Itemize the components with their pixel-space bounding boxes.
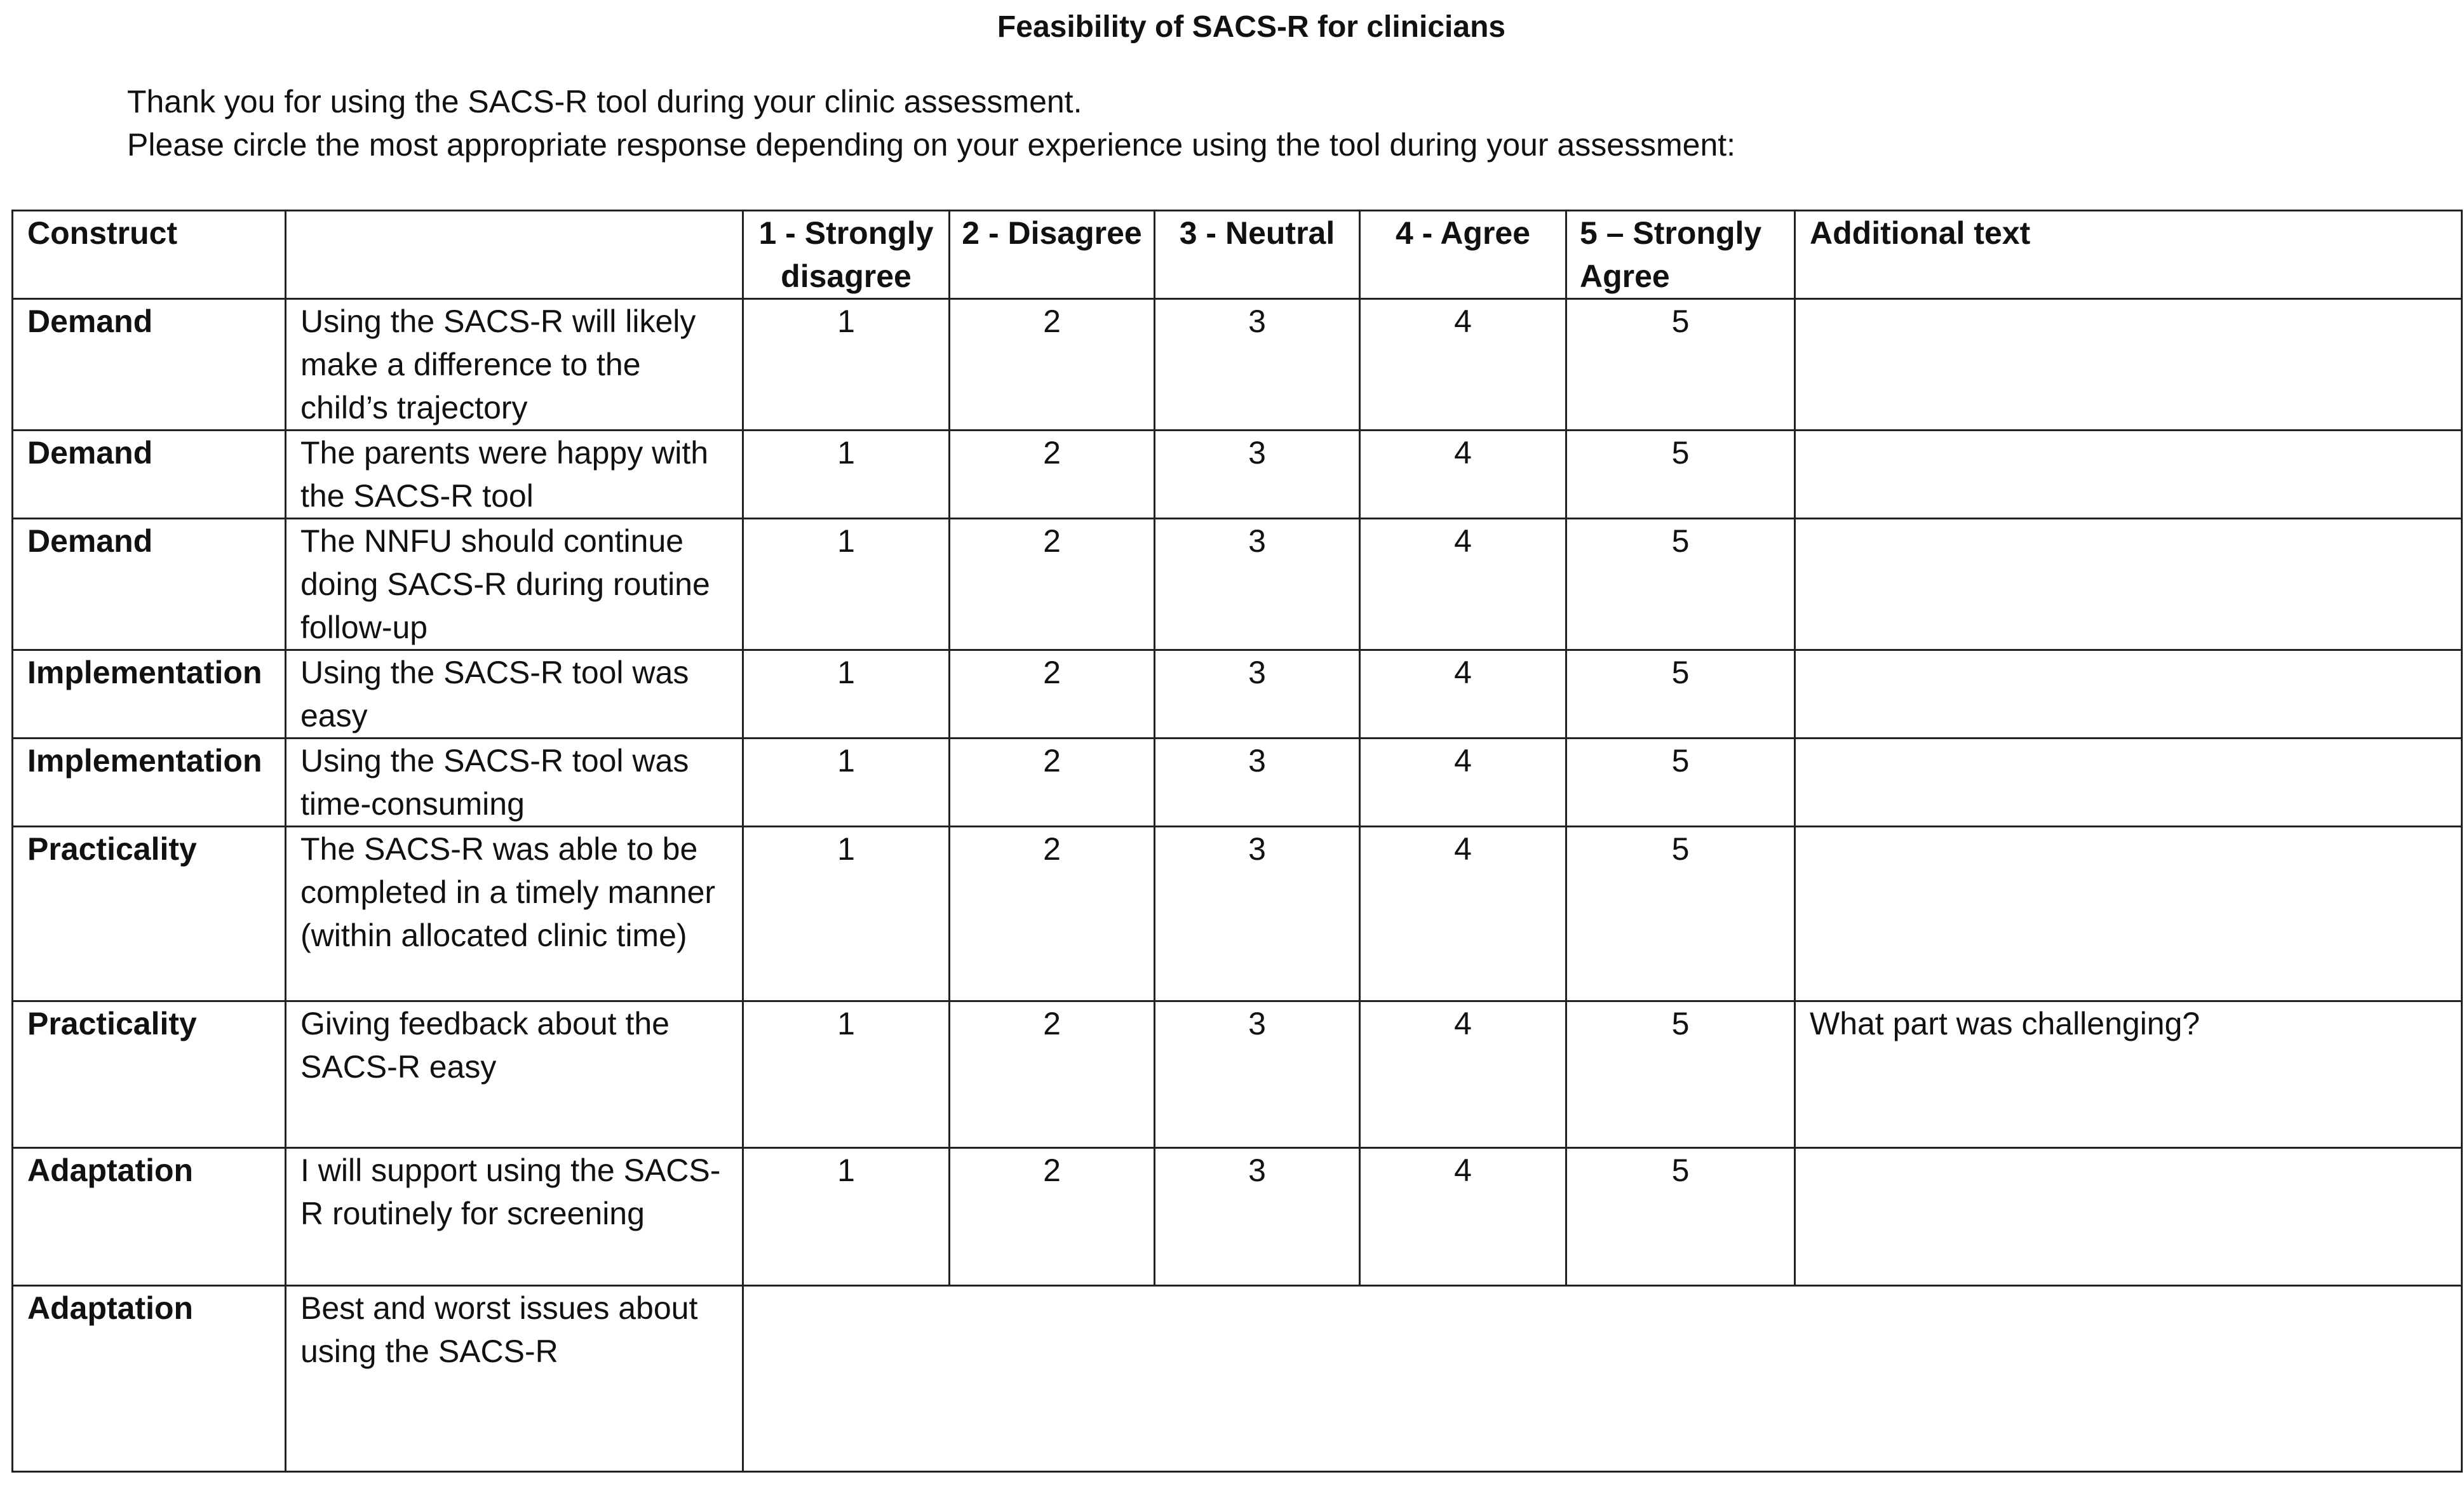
construct-cell: Adaptation	[13, 1148, 286, 1286]
table-row	[13, 299, 2462, 431]
score-option-3[interactable]: 3	[1155, 299, 1360, 431]
score-option-4[interactable]: 4	[1360, 827, 1566, 1001]
table-row	[13, 431, 2462, 519]
score-option-4[interactable]: 4	[1360, 1001, 1566, 1148]
score-option-2[interactable]: 2	[950, 650, 1155, 739]
score-option-4[interactable]: 4	[1360, 431, 1566, 519]
feasibility-table	[11, 210, 2463, 1473]
additional-text-cell[interactable]	[1795, 827, 2462, 1001]
statement-cell: Using the SACS-R tool was time-consuming	[286, 739, 743, 827]
score-option-3[interactable]: 3	[1155, 519, 1360, 650]
instruction-line-2: Please circle the most appropriate response depending on your experience using the tool during your assessment:	[127, 127, 1736, 163]
statement-cell: Best and worst issues about using the SACS-R	[286, 1286, 743, 1472]
score-option-1[interactable]: 1	[743, 431, 950, 519]
score-option-2[interactable]: 2	[950, 519, 1155, 650]
score-option-5[interactable]: 5	[1566, 1148, 1795, 1286]
statement-cell: The NNFU should continue doing SACS-R during routine follow-up	[286, 519, 743, 650]
score-option-5[interactable]: 5	[1566, 431, 1795, 519]
table-row	[13, 1286, 2462, 1472]
header-agree: 4 - Agree	[1360, 211, 1566, 299]
score-option-5[interactable]: 5	[1566, 299, 1795, 431]
score-option-4[interactable]: 4	[1360, 1148, 1566, 1286]
score-option-1[interactable]: 1	[743, 299, 950, 431]
score-option-2[interactable]: 2	[950, 1148, 1155, 1286]
construct-cell: Implementation	[13, 650, 286, 739]
score-option-3[interactable]: 3	[1155, 650, 1360, 739]
score-option-1[interactable]: 1	[743, 519, 950, 650]
score-option-3[interactable]: 3	[1155, 1148, 1360, 1286]
score-option-5[interactable]: 5	[1566, 827, 1795, 1001]
additional-text-cell[interactable]	[1795, 1148, 2462, 1286]
score-option-3[interactable]: 3	[1155, 827, 1360, 1001]
statement-cell: The SACS-R was able to be completed in a timely manner (within allocated clinic time)	[286, 827, 743, 1001]
score-option-2[interactable]: 2	[950, 431, 1155, 519]
open-response-cell[interactable]	[743, 1286, 2462, 1472]
score-option-4[interactable]: 4	[1360, 299, 1566, 431]
score-option-5[interactable]: 5	[1566, 1001, 1795, 1148]
construct-cell: Demand	[13, 431, 286, 519]
additional-text-cell[interactable]	[1795, 299, 2462, 431]
header-row	[13, 211, 2462, 299]
score-option-2[interactable]: 2	[950, 827, 1155, 1001]
table-row	[13, 739, 2462, 827]
header-strongly-agree: 5 – Strongly Agree	[1566, 211, 1795, 299]
instructions	[127, 80, 1735, 166]
header-statement	[286, 211, 743, 299]
score-option-1[interactable]: 1	[743, 650, 950, 739]
additional-text-cell[interactable]	[1795, 431, 2462, 519]
statement-cell: The parents were happy with the SACS-R tool	[286, 431, 743, 519]
score-option-5[interactable]: 5	[1566, 739, 1795, 827]
table-row	[13, 650, 2462, 739]
header-strongly-disagree: 1 - Strongly disagree	[743, 211, 950, 299]
construct-cell: Practicality	[13, 1001, 286, 1148]
document-title: Feasibility of SACS-R for clinicians	[997, 10, 1506, 44]
statement-cell: Giving feedback about the SACS-R easy	[286, 1001, 743, 1148]
score-option-4[interactable]: 4	[1360, 650, 1566, 739]
construct-cell: Practicality	[13, 827, 286, 1001]
table-row	[13, 827, 2462, 1001]
score-option-1[interactable]: 1	[743, 739, 950, 827]
score-option-4[interactable]: 4	[1360, 519, 1566, 650]
construct-cell: Demand	[13, 519, 286, 650]
score-option-1[interactable]: 1	[743, 827, 950, 1001]
table-row	[13, 519, 2462, 650]
header-neutral: 3 - Neutral	[1155, 211, 1360, 299]
score-option-2[interactable]: 2	[950, 1001, 1155, 1148]
additional-text-cell[interactable]: What part was challenging?	[1795, 1001, 2462, 1148]
statement-cell: Using the SACS-R will likely make a difference to the child’s trajectory	[286, 299, 743, 431]
header-disagree: 2 - Disagree	[950, 211, 1155, 299]
score-option-5[interactable]: 5	[1566, 519, 1795, 650]
score-option-5[interactable]: 5	[1566, 650, 1795, 739]
table-row	[13, 1001, 2462, 1148]
statement-cell: I will support using the SACS-R routinely for screening	[286, 1148, 743, 1286]
instruction-line-1: Thank you for using the SACS-R tool during your clinic assessment.	[127, 84, 1082, 119]
construct-cell: Adaptation	[13, 1286, 286, 1472]
table-row	[13, 1148, 2462, 1286]
statement-cell: Using the SACS-R tool was easy	[286, 650, 743, 739]
score-option-4[interactable]: 4	[1360, 739, 1566, 827]
score-option-1[interactable]: 1	[743, 1148, 950, 1286]
score-option-2[interactable]: 2	[950, 299, 1155, 431]
construct-cell: Demand	[13, 299, 286, 431]
construct-cell: Implementation	[13, 739, 286, 827]
header-construct: Construct	[13, 211, 286, 299]
score-option-2[interactable]: 2	[950, 739, 1155, 827]
header-additional-text: Additional text	[1795, 211, 2462, 299]
score-option-1[interactable]: 1	[743, 1001, 950, 1148]
additional-text-cell[interactable]	[1795, 650, 2462, 739]
additional-text-cell[interactable]	[1795, 519, 2462, 650]
score-option-3[interactable]: 3	[1155, 431, 1360, 519]
additional-text-cell[interactable]	[1795, 739, 2462, 827]
score-option-3[interactable]: 3	[1155, 739, 1360, 827]
score-option-3[interactable]: 3	[1155, 1001, 1360, 1148]
